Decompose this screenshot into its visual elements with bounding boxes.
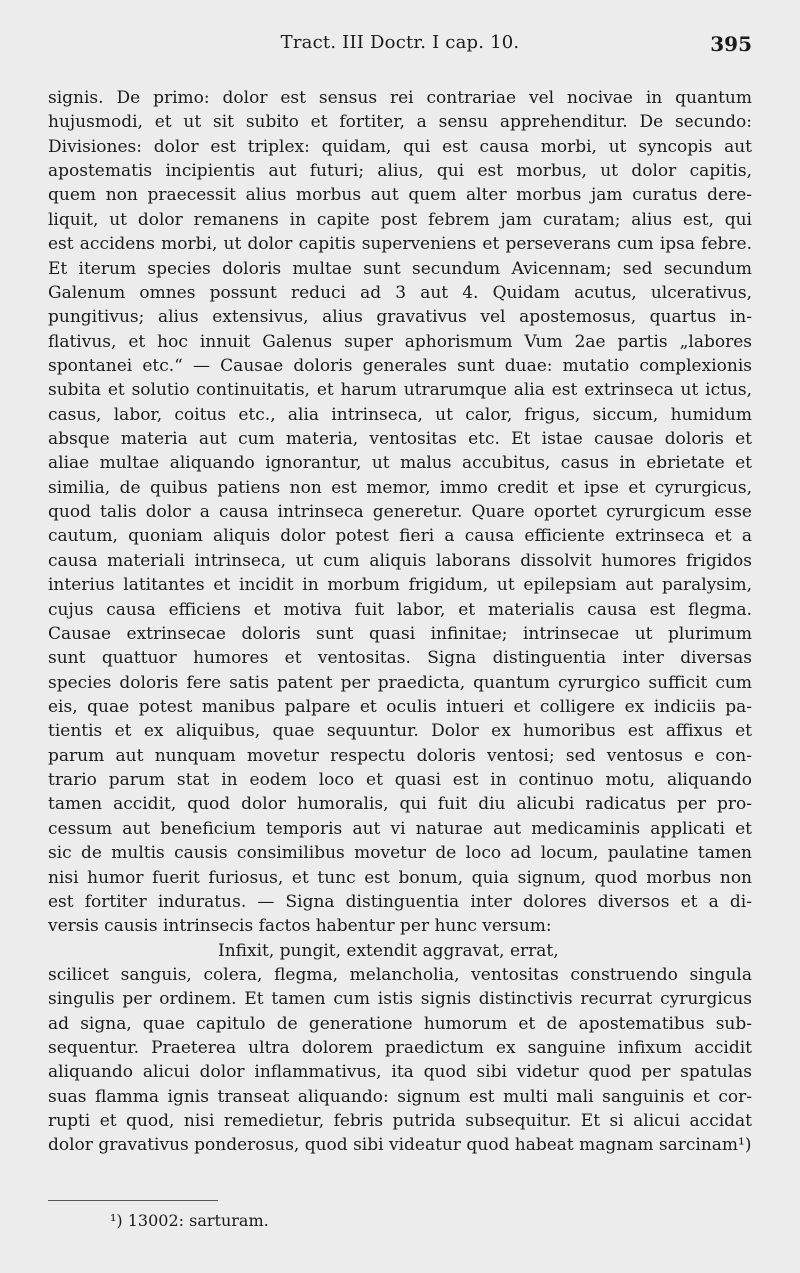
page-number: 395: [710, 32, 752, 56]
text-line: tientis et ex aliquibus, quae sequuntur. Dolor ex humoribus est affixus et: [48, 721, 752, 742]
text-line: eis, quae potest manibus palpare et oculis intueri et colligere ex indiciis pa-: [48, 696, 752, 717]
text-line: pungitivus; alius extensivus, alius gravativus vel apostemosus, quartus in-: [48, 307, 752, 328]
text-line: hujusmodi, et ut sit subito et fortiter, a sensu apprehenditur. De secundo:: [48, 112, 752, 133]
running-title: Tract. III Doctr. I cap. 10.: [280, 32, 520, 53]
text-line: trario parum stat in eodem loco et quasi est in continuo motu, aliquando: [48, 770, 752, 791]
text-line: versis causis intrinsecis factos habentur per hunc versum:: [48, 916, 552, 937]
text-line: casus, labor, coitus etc., alia intrinseca, ut calor, frigus, siccum, humidum: [48, 404, 752, 425]
footnote-rule: [48, 1200, 218, 1201]
text-line: Infixit, pungit, extendit aggravat, errat,: [218, 940, 559, 961]
text-line: aliae multae aliquando ignorantur, ut malus accubitus, casus in ebrietate et: [48, 453, 752, 474]
text-line: est fortiter induratus. — Signa distinguentia inter dolores diversos et a di-: [48, 891, 752, 912]
text-line: species doloris fere satis patent per praedicta, quantum cyrurgico sufficit cum: [48, 672, 752, 693]
text-line: rupti et quod, nisi remedietur, febris putrida subsequitur. Et si alicui accidat: [48, 1111, 752, 1132]
text-line: aliquando alicui dolor inflammativus, ita quod sibi videtur quod per spatulas: [48, 1062, 752, 1083]
text-line: spontanei etc.“ — Causae doloris generales sunt duae: mutatio complexionis: [48, 355, 752, 376]
body-text: [48, 86, 752, 1158]
text-line: tamen accidit, quod dolor humoralis, qui fuit diu alicubi radicatus per pro-: [48, 794, 752, 815]
text-line: nisi humor fuerit furiosus, et tunc est bonum, quia signum, quod morbus non: [48, 867, 752, 888]
text-line: dolor gravativus ponderosus, quod sibi videatur quod habeat magnam sarcinam¹): [48, 1135, 752, 1156]
text-line: est accidens morbi, ut dolor capitis superveniens et perseverans cum ipsa febre.: [48, 234, 752, 255]
text-line: cautum, quoniam aliquis dolor potest fieri a causa efficiente extrinseca et a: [48, 526, 752, 547]
text-line: subita et solutio continuitatis, et harum utrarumque alia est extrinseca ut ictus,: [48, 380, 752, 401]
text-line: suas flamma ignis transeat aliquando: signum est multi mali sanguinis et cor-: [48, 1086, 752, 1107]
text-line: Causae extrinsecae doloris sunt quasi infinitae; intrinsecae ut plurimum: [48, 623, 752, 644]
text-line: quod talis dolor a causa intrinseca generetur. Quare oportet cyrurgicum esse: [48, 502, 752, 523]
text-line: cessum aut beneficium temporis aut vi naturae aut medicaminis applicati et: [48, 818, 752, 839]
text-line: sequentur. Praeterea ultra dolorem praedictum ex sanguine infixum accidit: [48, 1038, 752, 1059]
text-line: signis. De primo: dolor est sensus rei contrariae vel nocivae in quantum: [48, 88, 752, 108]
page-header: [48, 32, 752, 58]
text-line: parum aut nunquam movetur respectu doloris ventosi; sed ventosus e con-: [48, 745, 752, 766]
footnote: ¹) 13002: sarturam.: [110, 1211, 269, 1230]
text-line: flativus, et hoc innuit Galenus super aphorismum Vum 2ae partis „labores: [48, 331, 752, 352]
text-line: similia, de quibus patiens non est memor, immo credit et ipse et cyrurgicus,: [48, 477, 752, 498]
text-line: apostematis incipientis aut futuri; alius, qui est morbus, ut dolor capitis,: [48, 161, 752, 182]
text-line: sic de multis causis consimilibus movetur de loco ad locum, paulatine tamen: [48, 843, 752, 864]
text-line: liquit, ut dolor remanens in capite post febrem jam curatam; alius est, qui: [48, 209, 752, 230]
text-line: causa materiali intrinseca, ut cum aliquis laborans dissolvit humores frigidos: [48, 550, 752, 571]
text-line: cujus causa efficiens et motiva fuit labor, et materialis causa est flegma.: [48, 599, 752, 620]
text-line: absque materia aut cum materia, ventositas etc. Et istae causae doloris et: [48, 429, 752, 450]
text-line: Et iterum species doloris multae sunt secundum Avicennam; sed secundum: [48, 258, 752, 279]
text-line: sunt quattuor humores et ventositas. Signa distinguentia inter diversas: [48, 648, 752, 669]
text-line: Divisiones: dolor est triplex: quidam, qui est causa morbi, ut syncopis aut: [48, 136, 752, 157]
text-line: quem non praecessit alius morbus aut quem alter morbus jam curatus dere-: [48, 185, 752, 206]
text-line: singulis per ordinem. Et tamen cum istis signis distinctivis recurrat cyrurgicus: [48, 989, 752, 1010]
text-line: interius latitantes et incidit in morbum frigidum, ut epilepsiam aut paralysim,: [48, 575, 752, 596]
text-line: Galenum omnes possunt reduci ad 3 aut 4. Quidam acutus, ulcerativus,: [48, 282, 752, 303]
text-line: scilicet sanguis, colera, flegma, melancholia, ventositas construendo singula: [48, 964, 752, 985]
text-line: ad signa, quae capitulo de generatione humorum et de apostematibus sub-: [48, 1013, 752, 1034]
